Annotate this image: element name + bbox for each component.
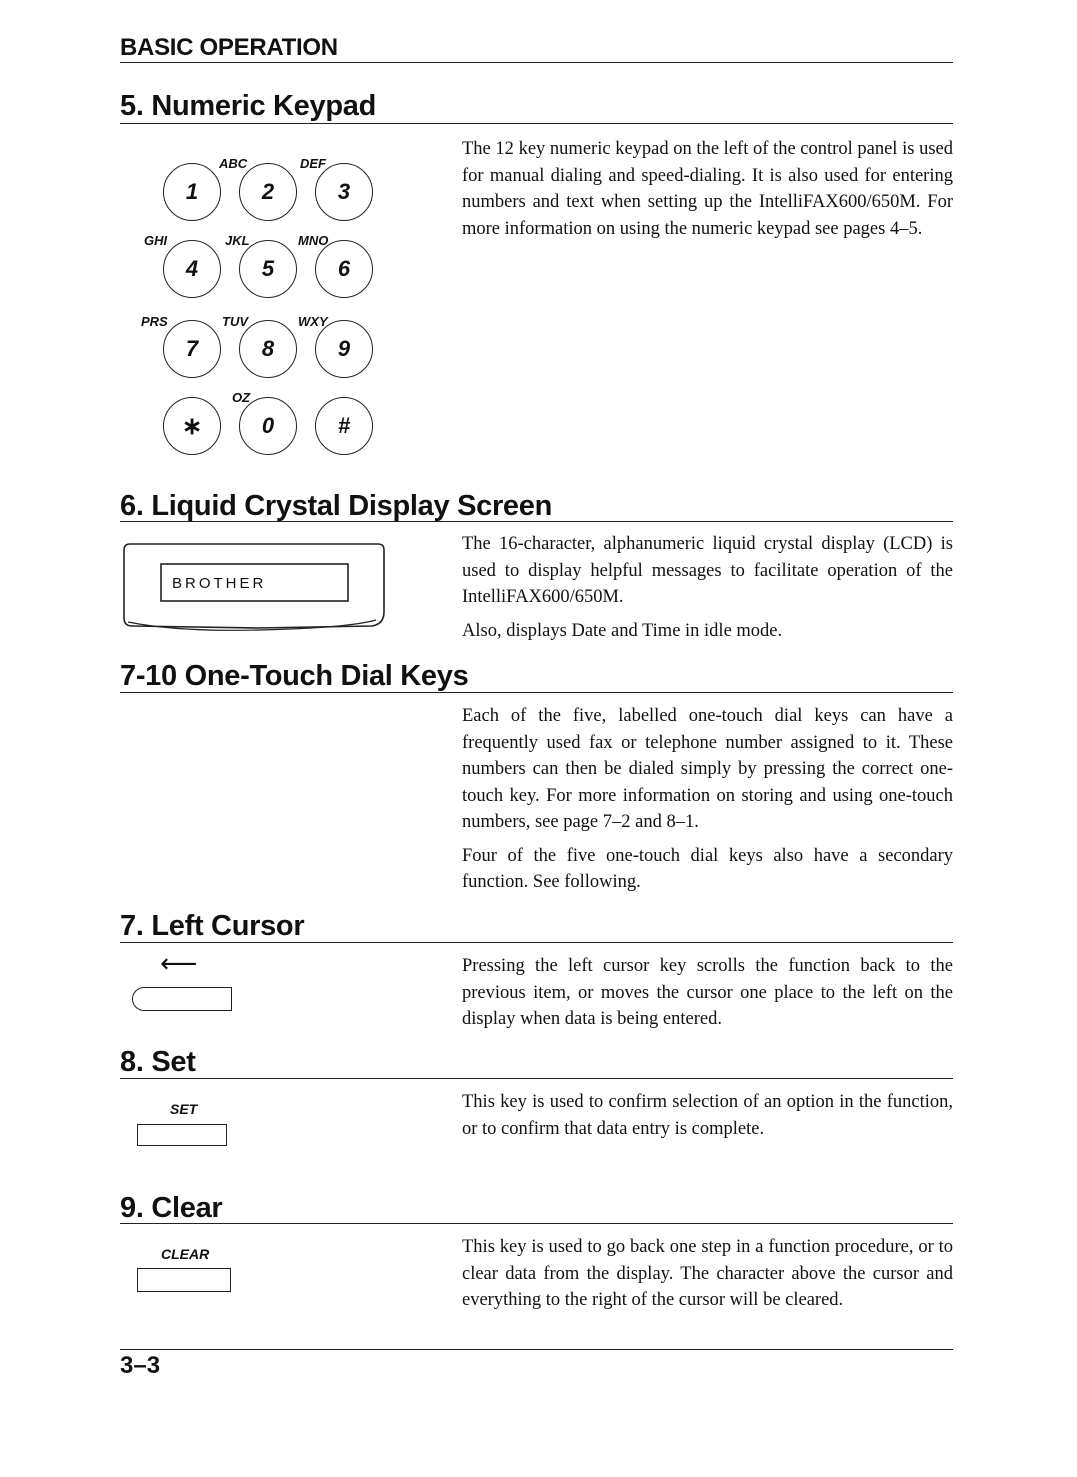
key-digit: 2 <box>261 179 275 204</box>
keypad-key-1[interactable] <box>163 163 221 221</box>
keypad-key-3[interactable] <box>315 163 373 221</box>
key-digit: 0 <box>261 413 275 438</box>
set-key[interactable] <box>137 1124 227 1146</box>
key-letters-abc: ABC <box>219 156 248 171</box>
paragraph: Four of the five one-touch dial keys also have a secondary function. See following. <box>462 845 953 892</box>
key-digit: # <box>337 413 351 438</box>
clear-key-label: CLEAR <box>161 1246 210 1262</box>
section-heading-left-cursor: 7. Left Cursor <box>120 910 305 942</box>
paragraph: The 12 key numeric keypad on the left of the control panel is used for manual dialing and speed-dialing. It is also used for entering numbers and text when setting up the IntelliFAX600/650M. For more information on using the numeric keypad see pages 4–5. <box>462 139 953 239</box>
keypad-key-2[interactable] <box>239 163 297 221</box>
key-letters-oz: OZ <box>232 390 251 405</box>
key-letters-mno: MNO <box>298 233 329 248</box>
key-letters-tuv: TUV <box>222 314 248 329</box>
section-rule <box>120 692 953 693</box>
section-rule <box>120 942 953 943</box>
key-digit: 7 <box>185 336 199 361</box>
set-key-label: SET <box>170 1101 198 1117</box>
key-digit: ∗ <box>181 413 203 440</box>
page-number: 3–3 <box>120 1352 161 1379</box>
key-letters-def: DEF <box>300 156 326 171</box>
section-rule <box>120 123 953 124</box>
key-digit: 5 <box>261 256 275 281</box>
section-rule <box>120 521 953 522</box>
key-digit: 3 <box>337 179 351 204</box>
keypad-key-7[interactable] <box>163 320 221 378</box>
left-cursor-description <box>462 953 953 1033</box>
section-rule <box>120 1078 953 1079</box>
running-header: BASIC OPERATION <box>120 34 338 61</box>
set-description <box>462 1089 953 1142</box>
paragraph: This key is used to confirm selection of an option in the function, or to confirm that data entry is complete. <box>462 1092 953 1139</box>
lcd-description <box>462 531 953 644</box>
paragraph: Each of the five, labelled one-touch dial keys can have a frequently used fax or telephone number assigned to it. These numbers can then be dialed simply by pressing the correct one-touch key. For more information on storing and using one-touch numbers, see page 7–2 and 8–1. <box>462 706 953 832</box>
footer-rule <box>120 1349 953 1350</box>
section-heading-onetouch: 7-10 One-Touch Dial Keys <box>120 660 469 692</box>
key-digit: 4 <box>185 256 199 281</box>
left-arrow-icon: ⟵ <box>160 949 198 979</box>
paragraph: Pressing the left cursor key scrolls the function back to the previous item, or moves the cursor one place to the left on the display when data is being entered. <box>462 956 953 1029</box>
key-digit: 8 <box>261 336 275 361</box>
keypad-key-0[interactable] <box>239 397 297 455</box>
header-rule <box>120 62 953 63</box>
paragraph: This key is used to go back one step in a function procedure, or to clear data from the display. The character above the cursor and everything to the right of the cursor will be cleared. <box>462 1237 953 1310</box>
lcd-display-text: BROTHER <box>172 575 267 592</box>
key-digit: 9 <box>337 336 351 361</box>
left-cursor-key[interactable] <box>132 987 232 1011</box>
section-heading-set: 8. Set <box>120 1046 196 1078</box>
keypad-key-star[interactable] <box>163 397 221 455</box>
keypad-key-6[interactable] <box>315 240 373 298</box>
key-letters-ghi: GHI <box>144 233 168 248</box>
clear-key[interactable] <box>137 1268 231 1292</box>
paragraph: The 16-character, alphanumeric liquid crystal display (LCD) is used to display helpful messages to facilitate operation of the IntelliFAX600/650M. <box>462 534 953 607</box>
section-heading-clear: 9. Clear <box>120 1192 223 1224</box>
section-heading-keypad: 5. Numeric Keypad <box>120 90 376 122</box>
section-rule <box>120 1223 953 1224</box>
keypad-description <box>462 136 953 242</box>
section-heading-lcd: 6. Liquid Crystal Display Screen <box>120 490 552 522</box>
onetouch-description <box>462 703 953 896</box>
key-letters-jkl: JKL <box>225 233 250 248</box>
key-letters-prs: PRS <box>141 314 168 329</box>
clear-description <box>462 1234 953 1314</box>
key-digit: 6 <box>337 256 351 281</box>
keypad-key-5[interactable] <box>239 240 297 298</box>
paragraph: Also, displays Date and Time in idle mode. <box>462 620 783 641</box>
keypad-key-4[interactable] <box>163 240 221 298</box>
key-letters-wxy: WXY <box>298 314 328 329</box>
key-digit: 1 <box>185 179 199 204</box>
keypad-key-hash[interactable] <box>315 397 373 455</box>
